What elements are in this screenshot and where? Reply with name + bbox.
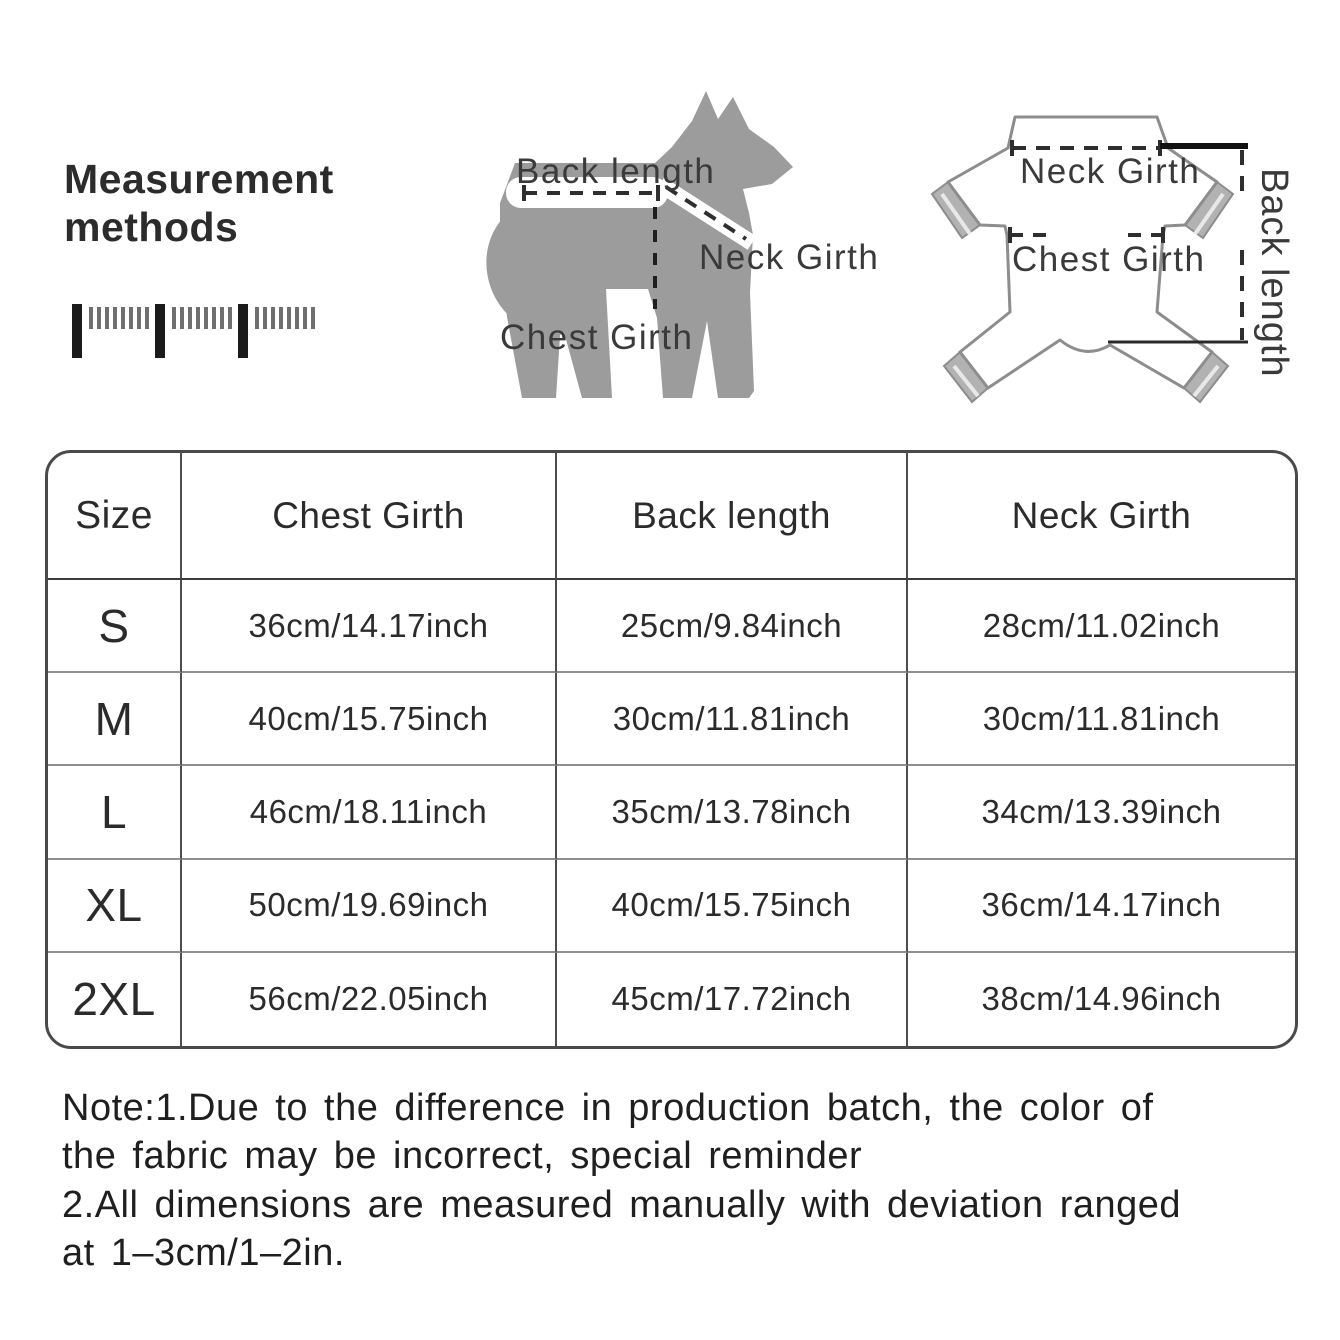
table-cell: L xyxy=(48,766,182,859)
table-cell: 30cm/11.81inch xyxy=(557,673,908,766)
column-header-size: Size xyxy=(48,453,182,580)
table-cell: 25cm/9.84inch xyxy=(557,580,908,673)
ruler-segment xyxy=(72,304,155,358)
table-cell: 50cm/19.69inch xyxy=(182,860,557,953)
table-cell: 34cm/13.39inch xyxy=(908,766,1295,859)
page-title: Measurement methods xyxy=(64,156,334,250)
garment-back-length-label: Back length xyxy=(1253,168,1295,378)
table-cell: 46cm/18.11inch xyxy=(182,766,557,859)
table-cell: XL xyxy=(48,860,182,953)
note-text xyxy=(62,1084,1307,1277)
dog-neck-girth-label: Neck Girth xyxy=(699,238,880,277)
ruler-segment xyxy=(238,304,321,358)
note-line: the fabric may be incorrect, special reminder xyxy=(62,1135,863,1178)
table-cell: 40cm/15.75inch xyxy=(182,673,557,766)
table-cell: 30cm/11.81inch xyxy=(908,673,1295,766)
column-header-chest-girth: Chest Girth xyxy=(182,453,557,580)
table-cell: S xyxy=(48,580,182,673)
table-cell: 36cm/14.17inch xyxy=(908,860,1295,953)
column-header-neck-girth: Neck Girth xyxy=(908,453,1295,580)
size-table xyxy=(45,450,1298,1049)
column-header-back-length: Back length xyxy=(557,453,908,580)
garment-chest-girth-label: Chest Girth xyxy=(1012,240,1206,279)
table-cell: 28cm/11.02inch xyxy=(908,580,1295,673)
dog-chest-girth-label: Chest Girth xyxy=(500,318,694,357)
table-cell: 45cm/17.72inch xyxy=(557,953,908,1046)
table-cell: 38cm/14.96inch xyxy=(981,980,1222,1018)
table-cell: 40cm/15.75inch xyxy=(557,860,908,953)
note-line: at 1–3cm/1–2in. xyxy=(62,1231,345,1274)
ruler-segment xyxy=(155,304,238,358)
table-cell: 35cm/13.78inch xyxy=(557,766,908,859)
garment-neck-girth-label: Neck Girth xyxy=(1020,152,1201,191)
table-cell: 2XL xyxy=(48,953,182,1046)
table-cell: 56cm/22.05inch xyxy=(182,953,557,1046)
table-cell: 36cm/14.17inch xyxy=(182,580,557,673)
table-cell: M xyxy=(48,673,182,766)
note-line: Note:1.Due to the difference in production batch, the color of xyxy=(62,1087,1154,1129)
ruler-icon xyxy=(72,304,321,358)
note-line: 2.All dimensions are measured manually with deviation ranged xyxy=(62,1183,1182,1226)
dog-back-length-label: Back length xyxy=(516,152,716,191)
